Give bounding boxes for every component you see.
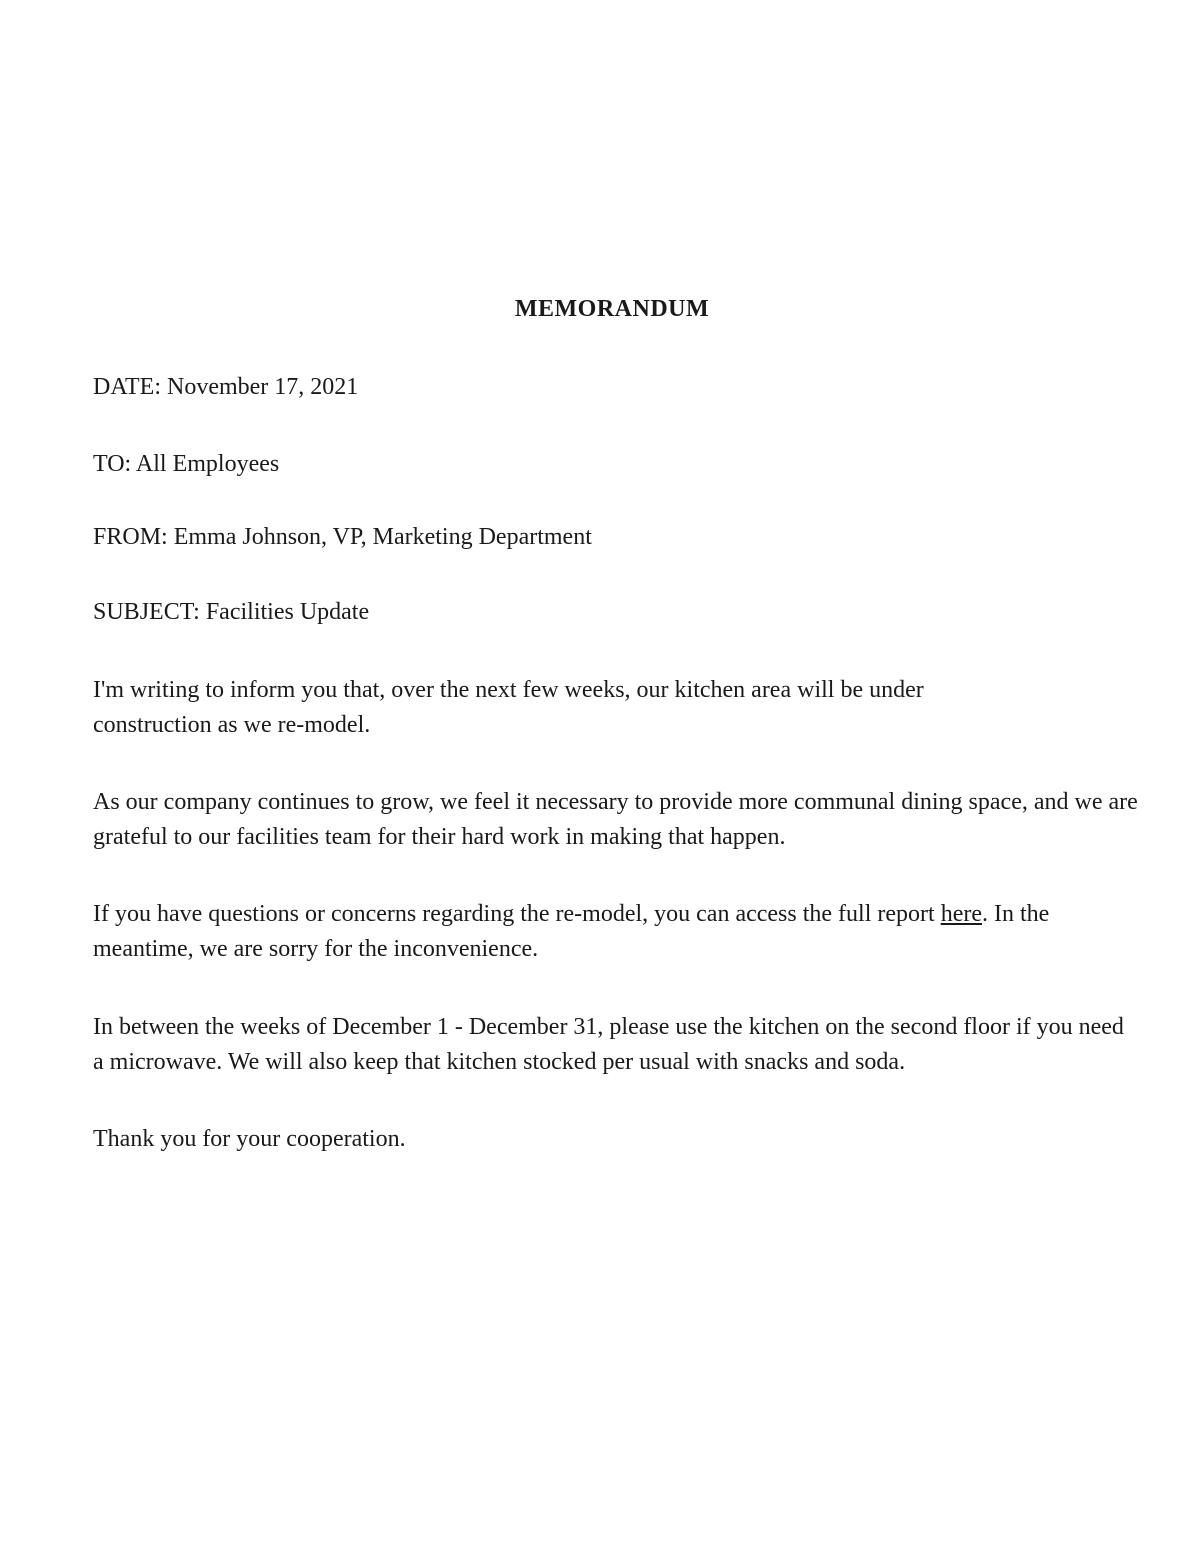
from-label: FROM: (93, 524, 168, 550)
paragraph-report-text-before: If you have questions or concerns regarding the re-model, you can access the full report (93, 901, 941, 927)
to-label: TO: (93, 451, 132, 477)
paragraph-report-text-after: . In the meantime, we are sorry for the inconvenience. (93, 901, 1050, 962)
report-link[interactable]: here (940, 901, 982, 927)
memo-title: MEMORANDUM (514, 296, 710, 322)
date-value: November 17, 2021 (167, 374, 359, 400)
date-line (93, 372, 358, 402)
subject-line (93, 597, 369, 627)
subject-value: Facilities Update (205, 599, 370, 625)
closing-line: Thank you for your cooperation. (93, 1126, 406, 1152)
paragraph-growth: As our company continues to grow, we feel it necessary to provide more communal dining space, and we are grateful to our facilities team for their hard work in making that happen. (93, 789, 1138, 850)
paragraph-report (93, 897, 1138, 967)
date-label: DATE: (93, 374, 161, 400)
from-value: Emma Johnson, VP, Marketing Department (173, 524, 592, 550)
from-line (93, 522, 592, 552)
subject-label: SUBJECT: (93, 599, 200, 625)
paragraph-alternate-kitchen: In between the weeks of December 1 - December 31, please use the kitchen on the second floor if you need a microwave. We will also keep that kitchen stocked per usual with snacks and soda. (93, 1014, 1124, 1075)
to-line (93, 449, 279, 479)
to-value: All Employees (135, 451, 280, 477)
paragraph-intro: I'm writing to inform you that, over the next few weeks, our kitchen area will be under construction as we re-model. (93, 677, 924, 738)
